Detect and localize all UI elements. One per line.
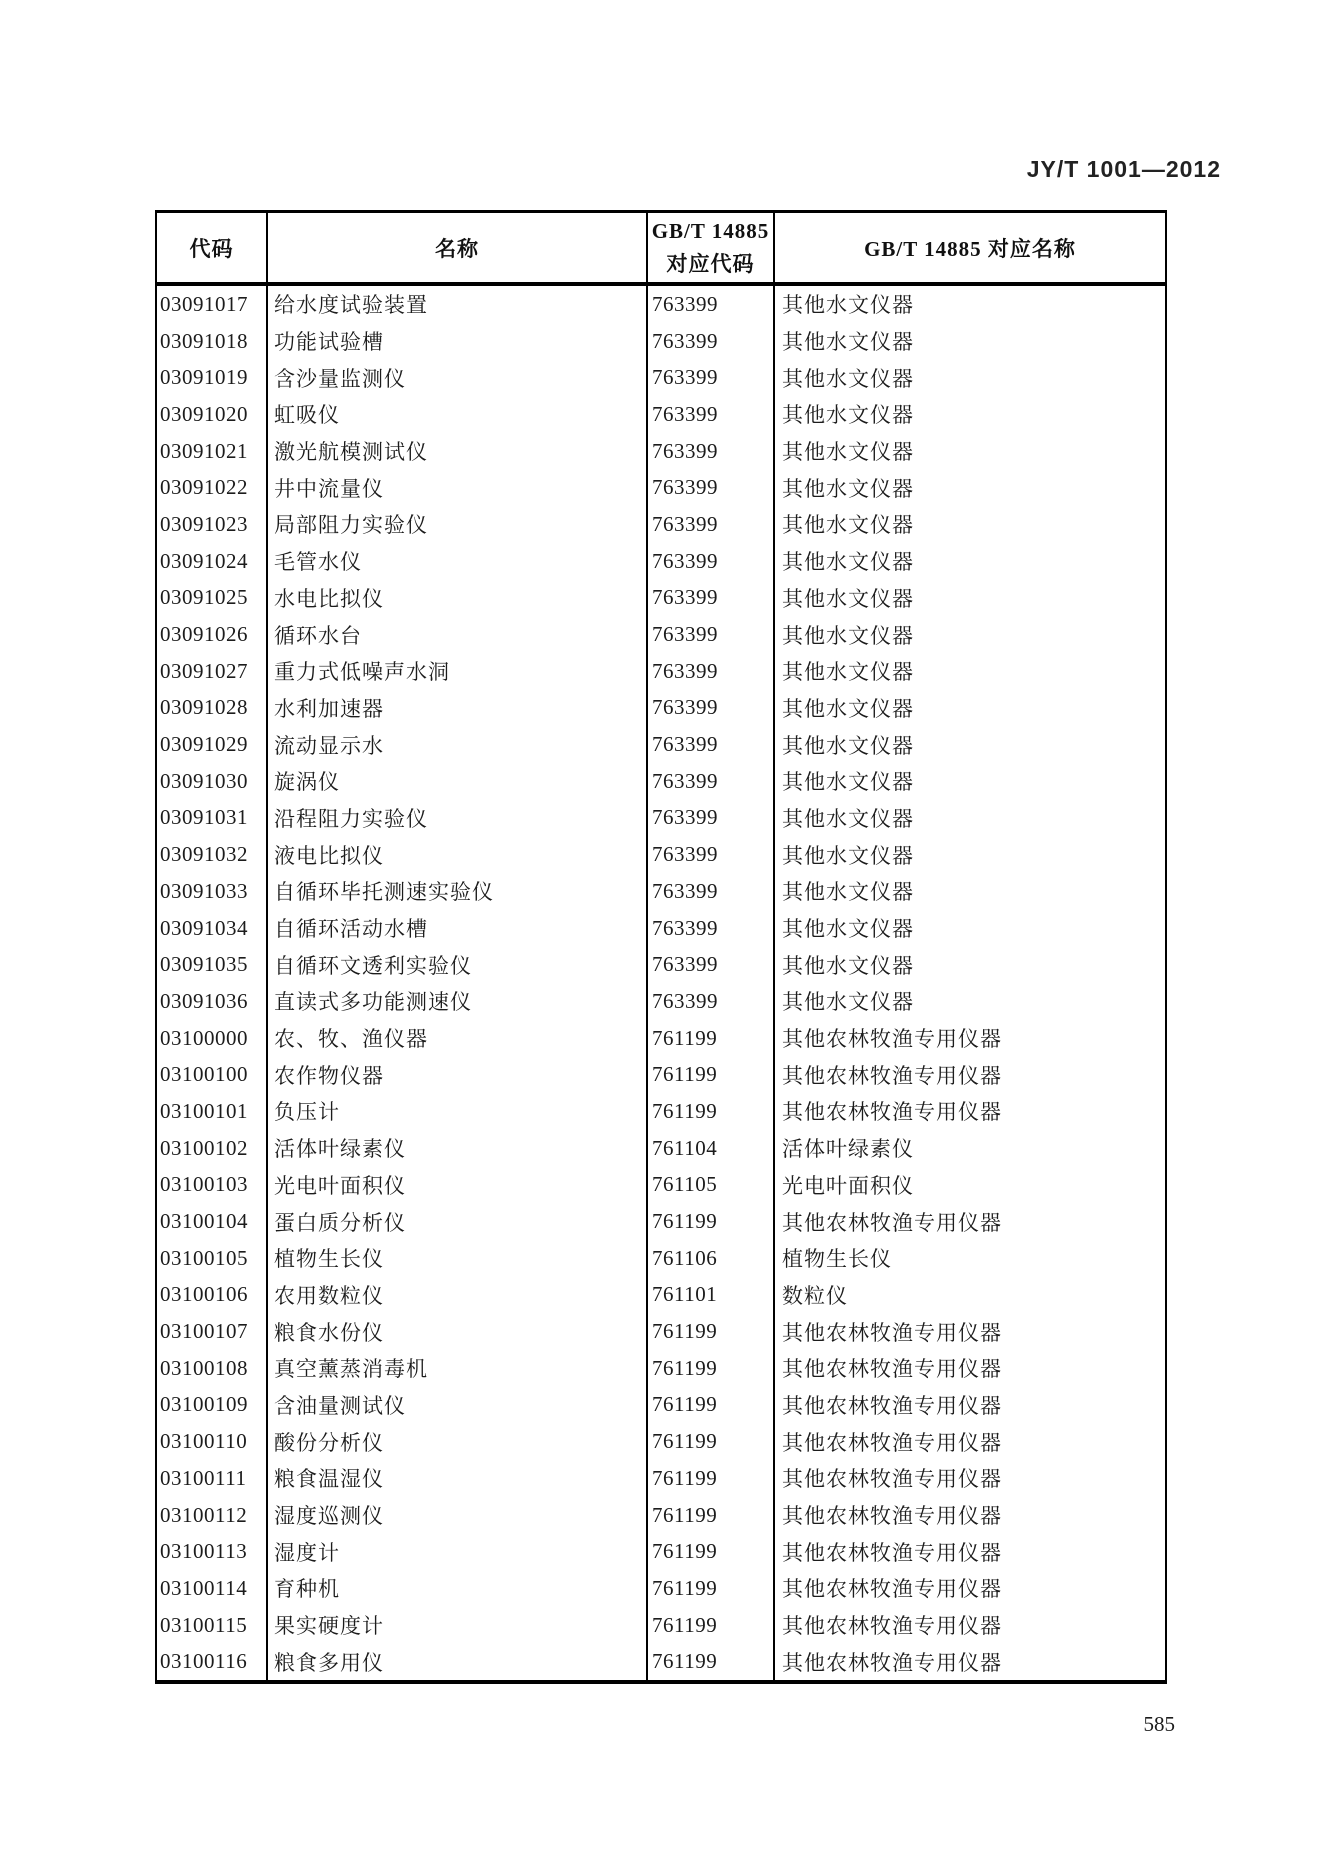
code-cell: 03091034 xyxy=(160,915,248,940)
code-mapping-table xyxy=(155,210,1167,1684)
gbt-code-cell: 761199 xyxy=(647,1093,774,1130)
gbt-code-cell: 763399 xyxy=(647,433,774,470)
table-row xyxy=(156,1460,1166,1497)
gbt-code-cell: 761199 xyxy=(647,1313,774,1350)
name-cell: 粮食温湿仪 xyxy=(267,1460,647,1497)
table-row xyxy=(156,1350,1166,1387)
gbt-name-cell: 其他农林牧渔专用仪器 xyxy=(774,1497,1166,1534)
table-row xyxy=(156,1093,1166,1130)
table-row xyxy=(156,1387,1166,1424)
gbt-name-cell: 数粒仪 xyxy=(774,1277,1166,1314)
name-cell: 含油量测试仪 xyxy=(267,1387,647,1424)
name-cell: 自循环文透利实验仪 xyxy=(267,946,647,983)
name-cell: 负压计 xyxy=(267,1093,647,1130)
name-cell: 农、牧、渔仪器 xyxy=(267,1020,647,1057)
code-cell: 03100114 xyxy=(160,1575,248,1600)
gbt-code-cell: 763399 xyxy=(647,763,774,800)
gbt-name-cell: 其他农林牧渔专用仪器 xyxy=(774,1460,1166,1497)
code-cell: 03100115 xyxy=(160,1612,248,1637)
gbt-code-cell: 763399 xyxy=(647,543,774,580)
gbt-code-cell: 763399 xyxy=(647,396,774,433)
name-cell: 湿度计 xyxy=(267,1533,647,1570)
table-row xyxy=(156,359,1166,396)
gbt-name-cell: 其他农林牧渔专用仪器 xyxy=(774,1643,1166,1682)
header-code: 代码 xyxy=(156,212,267,285)
table-row xyxy=(156,1423,1166,1460)
table-row xyxy=(156,506,1166,543)
gbt-code-cell: 761199 xyxy=(647,1570,774,1607)
name-cell: 育种机 xyxy=(267,1570,647,1607)
code-cell: 03100000 xyxy=(160,1025,248,1050)
table-row xyxy=(156,1643,1166,1682)
gbt-code-cell: 763399 xyxy=(647,359,774,396)
gbt-name-cell: 其他水文仪器 xyxy=(774,433,1166,470)
table-row xyxy=(156,946,1166,983)
name-cell: 水利加速器 xyxy=(267,690,647,727)
name-cell: 活体叶绿素仪 xyxy=(267,1130,647,1167)
name-cell: 井中流量仪 xyxy=(267,469,647,506)
gbt-name-cell: 其他水文仪器 xyxy=(774,323,1166,360)
gbt-code-cell: 761199 xyxy=(647,1607,774,1644)
code-cell: 03091030 xyxy=(160,768,248,793)
table-row xyxy=(156,616,1166,653)
gbt-name-cell: 其他水文仪器 xyxy=(774,543,1166,580)
code-cell: 03100110 xyxy=(160,1429,248,1454)
gbt-code-cell: 761199 xyxy=(647,1350,774,1387)
gbt-name-cell: 其他水文仪器 xyxy=(774,396,1166,433)
code-cell: 03100101 xyxy=(160,1098,248,1123)
code-cell: 03100116 xyxy=(160,1649,248,1674)
table-row xyxy=(156,284,1166,323)
code-cell: 03091017 xyxy=(160,291,248,316)
gbt-name-cell: 其他农林牧渔专用仪器 xyxy=(774,1350,1166,1387)
code-cell: 03091020 xyxy=(160,401,248,426)
code-cell: 03100100 xyxy=(160,1062,248,1087)
table-row xyxy=(156,690,1166,727)
name-cell: 沿程阻力实验仪 xyxy=(267,800,647,837)
code-cell: 03100103 xyxy=(160,1172,248,1197)
gbt-code-cell: 763399 xyxy=(647,469,774,506)
name-cell: 光电叶面积仪 xyxy=(267,1167,647,1204)
code-cell: 03091036 xyxy=(160,988,248,1013)
page-number: 585 xyxy=(1143,1712,1175,1736)
gbt-code-cell: 761199 xyxy=(647,1423,774,1460)
gbt-name-cell: 其他农林牧渔专用仪器 xyxy=(774,1423,1166,1460)
name-cell: 农用数粒仪 xyxy=(267,1277,647,1314)
name-cell: 酸份分析仪 xyxy=(267,1423,647,1460)
gbt-name-cell: 其他水文仪器 xyxy=(774,983,1166,1020)
gbt-name-cell: 其他农林牧渔专用仪器 xyxy=(774,1313,1166,1350)
name-cell: 粮食多用仪 xyxy=(267,1643,647,1682)
gbt-name-cell: 其他水文仪器 xyxy=(774,580,1166,617)
name-cell: 湿度巡测仪 xyxy=(267,1497,647,1534)
code-cell: 03091025 xyxy=(160,585,248,610)
table-row xyxy=(156,543,1166,580)
name-cell: 植物生长仪 xyxy=(267,1240,647,1277)
gbt-code-cell: 763399 xyxy=(647,836,774,873)
gbt-name-cell: 其他农林牧渔专用仪器 xyxy=(774,1020,1166,1057)
gbt-code-cell: 763399 xyxy=(647,690,774,727)
code-cell: 03091029 xyxy=(160,732,248,757)
code-cell: 03100105 xyxy=(160,1245,248,1270)
name-cell: 自循环毕托测速实验仪 xyxy=(267,873,647,910)
code-cell: 03091024 xyxy=(160,548,248,573)
name-cell: 蛋白质分析仪 xyxy=(267,1203,647,1240)
gbt-name-cell: 其他农林牧渔专用仪器 xyxy=(774,1387,1166,1424)
name-cell: 农作物仪器 xyxy=(267,1056,647,1093)
header-gbt-name: GB/T 14885 对应名称 xyxy=(774,212,1166,285)
gbt-code-cell: 761199 xyxy=(647,1643,774,1682)
gbt-code-cell: 761106 xyxy=(647,1240,774,1277)
gbt-name-cell: 其他水文仪器 xyxy=(774,873,1166,910)
code-cell: 03100107 xyxy=(160,1319,248,1344)
table-row xyxy=(156,1056,1166,1093)
name-cell: 液电比拟仪 xyxy=(267,836,647,873)
gbt-code-cell: 761104 xyxy=(647,1130,774,1167)
table-row xyxy=(156,1167,1166,1204)
name-cell: 自循环活动水槽 xyxy=(267,910,647,947)
gbt-code-cell: 761199 xyxy=(647,1460,774,1497)
table-row xyxy=(156,983,1166,1020)
code-cell: 03091028 xyxy=(160,695,248,720)
name-cell: 旋涡仪 xyxy=(267,763,647,800)
code-cell: 03091031 xyxy=(160,805,248,830)
name-cell: 循环水台 xyxy=(267,616,647,653)
table-row xyxy=(156,323,1166,360)
name-cell: 流动显示水 xyxy=(267,726,647,763)
name-cell: 虹吸仪 xyxy=(267,396,647,433)
gbt-code-cell: 761199 xyxy=(647,1497,774,1534)
gbt-name-cell: 植物生长仪 xyxy=(774,1240,1166,1277)
code-cell: 03091022 xyxy=(160,475,248,500)
code-cell: 03100111 xyxy=(160,1465,247,1490)
table-row xyxy=(156,726,1166,763)
code-cell: 03100104 xyxy=(160,1209,248,1234)
code-cell: 03091023 xyxy=(160,511,248,536)
gbt-name-cell: 其他水文仪器 xyxy=(774,690,1166,727)
table-row xyxy=(156,1533,1166,1570)
name-cell: 局部阻力实验仪 xyxy=(267,506,647,543)
table-row xyxy=(156,1020,1166,1057)
gbt-name-cell: 其他水文仪器 xyxy=(774,726,1166,763)
code-cell: 03100112 xyxy=(160,1502,248,1527)
name-cell: 真空薰蒸消毒机 xyxy=(267,1350,647,1387)
gbt-name-cell: 其他农林牧渔专用仪器 xyxy=(774,1056,1166,1093)
table-row xyxy=(156,1240,1166,1277)
gbt-code-cell: 763399 xyxy=(647,653,774,690)
code-cell: 03091027 xyxy=(160,658,248,683)
gbt-name-cell: 其他水文仪器 xyxy=(774,284,1166,323)
name-cell: 激光航模测试仪 xyxy=(267,433,647,470)
gbt-code-cell: 761199 xyxy=(647,1020,774,1057)
header-gbt-code-line2: 对应代码 xyxy=(666,251,755,276)
gbt-code-cell: 763399 xyxy=(647,873,774,910)
table-row xyxy=(156,653,1166,690)
gbt-code-cell: 761199 xyxy=(647,1533,774,1570)
name-cell: 水电比拟仪 xyxy=(267,580,647,617)
header-gbt-code-line1: GB/T 14885 xyxy=(651,218,770,243)
name-cell: 毛管水仪 xyxy=(267,543,647,580)
gbt-name-cell: 其他水文仪器 xyxy=(774,946,1166,983)
gbt-code-cell: 763399 xyxy=(647,946,774,983)
gbt-name-cell: 其他农林牧渔专用仪器 xyxy=(774,1203,1166,1240)
header-name: 名称 xyxy=(267,212,647,285)
table-row xyxy=(156,836,1166,873)
code-cell: 03091018 xyxy=(160,328,248,353)
code-cell: 03091032 xyxy=(160,842,248,867)
name-cell: 功能试验槽 xyxy=(267,323,647,360)
table-row xyxy=(156,1130,1166,1167)
name-cell: 直读式多功能测速仪 xyxy=(267,983,647,1020)
gbt-code-cell: 763399 xyxy=(647,323,774,360)
table-row xyxy=(156,763,1166,800)
gbt-name-cell: 其他水文仪器 xyxy=(774,800,1166,837)
gbt-code-cell: 763399 xyxy=(647,616,774,653)
gbt-code-cell: 763399 xyxy=(647,580,774,617)
code-cell: 03100113 xyxy=(160,1539,248,1564)
code-cell: 03100102 xyxy=(160,1135,248,1160)
table-row xyxy=(156,1607,1166,1644)
table-row xyxy=(156,396,1166,433)
table-body xyxy=(156,284,1166,1682)
code-cell: 03091019 xyxy=(160,365,248,390)
table-row xyxy=(156,433,1166,470)
code-cell: 03100109 xyxy=(160,1392,248,1417)
gbt-name-cell: 其他水文仪器 xyxy=(774,653,1166,690)
gbt-name-cell: 其他水文仪器 xyxy=(774,506,1166,543)
gbt-name-cell: 其他水文仪器 xyxy=(774,763,1166,800)
gbt-name-cell: 其他农林牧渔专用仪器 xyxy=(774,1533,1166,1570)
code-cell: 03091033 xyxy=(160,878,248,903)
code-cell: 03091035 xyxy=(160,952,248,977)
gbt-code-cell: 761199 xyxy=(647,1056,774,1093)
gbt-code-cell: 763399 xyxy=(647,910,774,947)
table-row xyxy=(156,1570,1166,1607)
name-cell: 含沙量监测仪 xyxy=(267,359,647,396)
gbt-code-cell: 763399 xyxy=(647,800,774,837)
gbt-name-cell: 活体叶绿素仪 xyxy=(774,1130,1166,1167)
table-row xyxy=(156,910,1166,947)
gbt-code-cell: 763399 xyxy=(647,284,774,323)
gbt-code-cell: 761199 xyxy=(647,1387,774,1424)
gbt-name-cell: 其他水文仪器 xyxy=(774,910,1166,947)
code-cell: 03100108 xyxy=(160,1355,248,1380)
table-row xyxy=(156,469,1166,506)
gbt-code-cell: 761199 xyxy=(647,1203,774,1240)
code-cell: 03091021 xyxy=(160,438,248,463)
gbt-name-cell: 其他农林牧渔专用仪器 xyxy=(774,1093,1166,1130)
name-cell: 给水度试验装置 xyxy=(267,284,647,323)
gbt-code-cell: 763399 xyxy=(647,726,774,763)
gbt-name-cell: 光电叶面积仪 xyxy=(774,1167,1166,1204)
gbt-name-cell: 其他农林牧渔专用仪器 xyxy=(774,1570,1166,1607)
table-row xyxy=(156,1313,1166,1350)
gbt-code-cell: 761105 xyxy=(647,1167,774,1204)
gbt-name-cell: 其他水文仪器 xyxy=(774,836,1166,873)
name-cell: 重力式低噪声水洞 xyxy=(267,653,647,690)
gbt-name-cell: 其他农林牧渔专用仪器 xyxy=(774,1607,1166,1644)
table-row xyxy=(156,1277,1166,1314)
header-gbt-code xyxy=(647,212,774,285)
table-row xyxy=(156,580,1166,617)
code-cell: 03100106 xyxy=(160,1282,248,1307)
table-row xyxy=(156,873,1166,910)
gbt-name-cell: 其他水文仪器 xyxy=(774,616,1166,653)
table-row xyxy=(156,1497,1166,1534)
table-header xyxy=(156,212,1166,285)
table-row xyxy=(156,800,1166,837)
gbt-code-cell: 763399 xyxy=(647,983,774,1020)
name-cell: 粮食水份仪 xyxy=(267,1313,647,1350)
standard-number: JY/T 1001—2012 xyxy=(1026,156,1221,182)
table-row xyxy=(156,1203,1166,1240)
gbt-code-cell: 761101 xyxy=(647,1277,774,1314)
gbt-code-cell: 763399 xyxy=(647,506,774,543)
code-cell: 03091026 xyxy=(160,622,248,647)
name-cell: 果实硬度计 xyxy=(267,1607,647,1644)
gbt-name-cell: 其他水文仪器 xyxy=(774,469,1166,506)
gbt-name-cell: 其他水文仪器 xyxy=(774,359,1166,396)
